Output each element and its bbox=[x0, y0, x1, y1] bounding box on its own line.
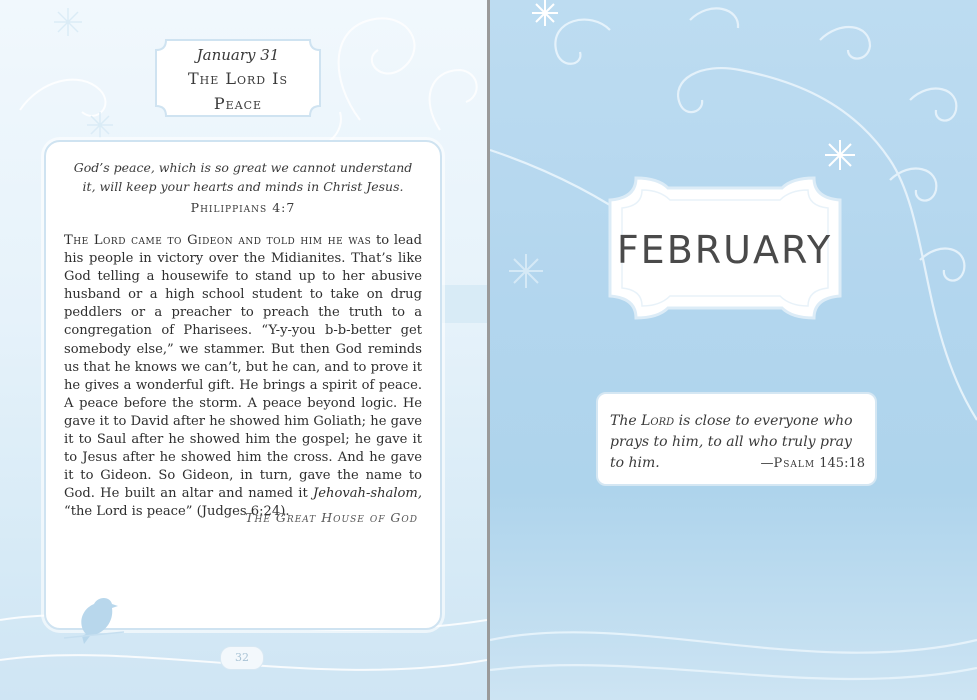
body-text: to lead his people in victory over the Midianites. That’s like God telling a housewife to stand up to her abusive husband or a high school student to take on drug peddlers or a preacher to preach the truth to a congregation of Pharisees. “Y-y-you b-b-better get somebody else,” we stammer. But then God reminds us that he knows we can’t, but he can, and to prove it he gives a wonderful gift. He brings a spirit of peace. A peace before the storm. A peace beyond logic. He gave it to David after he showed him Goliath; he gave it to Saul after he showed him the gospel; he gave it to Jesus after he showed him the cross. And he gave it to Gideon. So Gideon, in turn, gave the name to God. He built an altar and named it bbox=[64, 233, 422, 502]
key-verse-line-1: God’s peace, which is so great we cannot understand bbox=[73, 160, 413, 175]
quote-rest: is close to everyone who prays to him, to all who truly pray to him. bbox=[610, 413, 853, 471]
entry-title-line-2: Peace bbox=[213, 94, 263, 113]
bird-icon bbox=[64, 586, 124, 646]
quote-ref-number: 145:18 bbox=[815, 456, 865, 471]
quote-ref-dash: — bbox=[760, 456, 774, 471]
left-page bbox=[0, 0, 487, 700]
quote-ref-book: Psalm bbox=[773, 456, 816, 471]
page-number: 32 bbox=[220, 646, 264, 670]
body-lead: The Lord came to Gideon and told him he was bbox=[64, 233, 372, 248]
right-page bbox=[490, 0, 977, 700]
date-title-plaque bbox=[148, 34, 328, 122]
quote-prefix: The bbox=[610, 413, 642, 429]
body-italic: Jehovah-shalom, bbox=[313, 486, 422, 502]
quote-lord: Lord bbox=[641, 413, 675, 429]
entry-date: January 31 bbox=[196, 46, 280, 64]
source-attribution: The Great House of God bbox=[245, 510, 418, 525]
reading-card bbox=[44, 140, 442, 630]
swirl-tree-decoration bbox=[490, 0, 977, 700]
quote-reference bbox=[761, 456, 865, 471]
month-plaque bbox=[602, 172, 847, 324]
quote-card bbox=[596, 392, 877, 486]
entry-title-line-1: The Lord Is bbox=[187, 69, 289, 88]
devotional-body bbox=[64, 232, 422, 522]
key-verse bbox=[46, 158, 440, 196]
verse-reference: Philippians 4:7 bbox=[190, 200, 296, 215]
body-end: “the Lord is peace” (Judges 6:24). bbox=[64, 504, 290, 520]
month-heading: FEBRUARY bbox=[616, 228, 833, 272]
key-verse-line-2: it, will keep your hearts and minds in Christ Jesus. bbox=[82, 179, 404, 194]
